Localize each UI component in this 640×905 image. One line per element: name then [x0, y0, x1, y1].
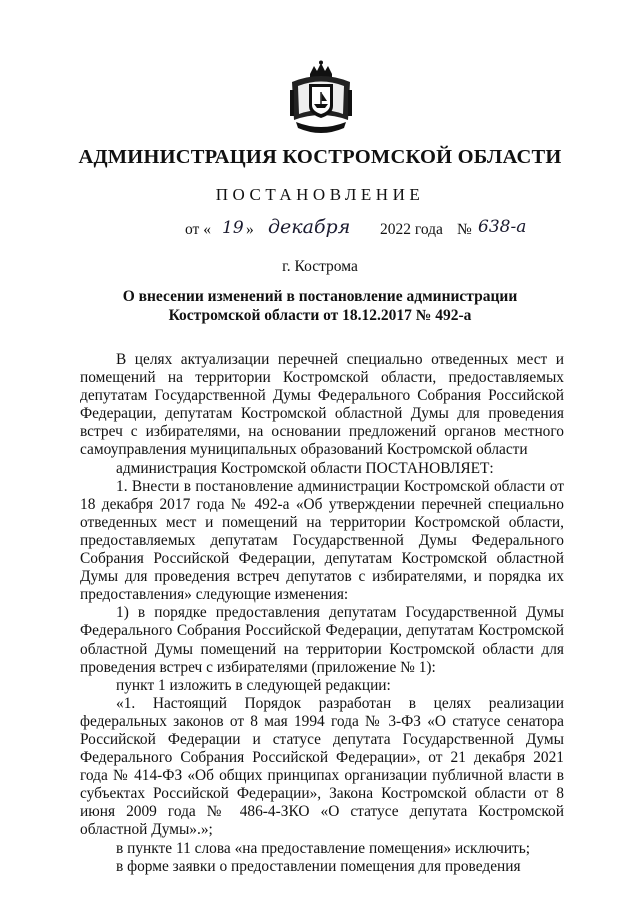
paragraph: администрация Костромской области ПОСТАНОВЛЯЕТ:	[116, 459, 494, 477]
date-month: декабря	[268, 216, 351, 238]
date-day: 19	[222, 218, 244, 238]
document-body	[80, 351, 564, 876]
date-mid: »	[246, 221, 254, 238]
coat-of-arms-emblem	[286, 60, 356, 138]
paragraph: в пункте 11 слова «на предоставление помещения» исключить;	[116, 839, 531, 857]
paragraph: «1. Настоящий Порядок разработан в целях реализации федеральных законов от 8 мая 1994 года № 3-ФЗ «О статусе сенатора Российской Федерации и статусе депутата Государственной Думы Федерального Собрания Российской Федерации», от 21 декабря 2021 года № 414-ФЗ «Об общих принципах организации публичной власти в субъектах Российской Федерации», Закона Костромской области от 8 июня 2009 года № 486-4-ЗКО «О статусе депутата Костромской областной Думы».»;	[80, 694, 564, 839]
date-year: 2022 года	[380, 221, 443, 238]
city: г. Кострома	[282, 258, 358, 275]
organization-title: АДМИНИСТРАЦИЯ КОСТРОМСКОЙ ОБЛАСТИ	[78, 146, 562, 168]
paragraph: 1. Внести в постановление администрации Костромской области от 18 декабря 2017 года № 492-а «Об утверждении перечней специально отведенных мест и помещений на территории Костромской области, предоставляемых депутатам Государственной Думы Федерального Собрания Российской Федерации, депутатам Костромской областной Думы для проведения встреч депутатов с избирателями, и порядка их предоставления» следующие изменения:	[80, 477, 564, 604]
subject-line: Костромской области от 18.12.2017 № 492-а	[168, 307, 472, 324]
document-type: ПОСТАНОВЛЕНИЕ	[215, 185, 425, 204]
paragraph: 1) в порядке предоставления депутатам Государственной Думы Федерального Собрания Российской Федерации, депутатам Костромской областной Думы помещений на территории Костромской области для проведения встреч с избирателями (приложение № 1):	[80, 604, 564, 676]
subject-line: О внесении изменений в постановление администрации	[122, 288, 518, 305]
paragraph: пункт 1 изложить в следующей редакции:	[116, 676, 391, 694]
number-label: №	[457, 221, 472, 238]
paragraph: В целях актуализации перечней специально отведенных мест и помещений на территории Костромской области, предоставляемых депутатам Государственной Думы Федерального Собрания Российской Федерации, депутатам Костромской областной Думы для проведения встреч с избирателями, на основании предложений органов местного самоуправления муниципальных образований Костромской области	[80, 351, 564, 459]
document-subject	[100, 287, 540, 325]
date-number-row	[0, 216, 640, 244]
number-value: 638-а	[478, 217, 527, 237]
paragraph: в форме заявки о предоставлении помещения для проведения	[116, 857, 521, 875]
date-prefix: от «	[185, 221, 211, 238]
